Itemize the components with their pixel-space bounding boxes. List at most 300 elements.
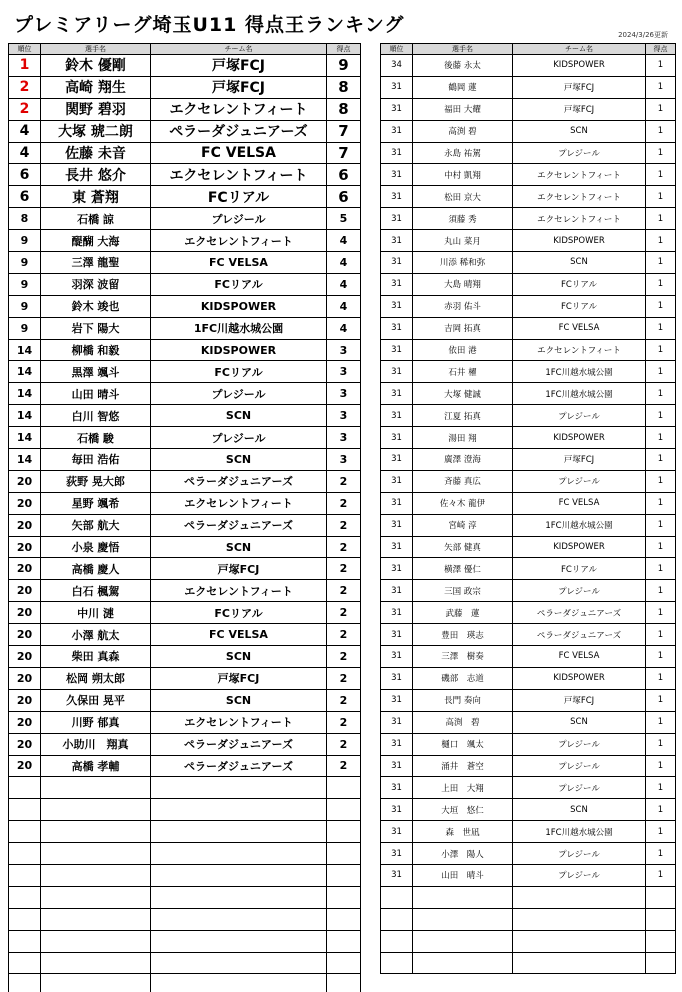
points-cell: 1 — [646, 624, 676, 646]
points-cell: 1 — [646, 755, 676, 777]
table-row — [381, 536, 676, 558]
points-cell: 1 — [646, 470, 676, 492]
table-row — [381, 295, 676, 317]
table-row — [9, 689, 361, 711]
rank-cell: 31 — [381, 711, 413, 733]
player-name-cell: 高橋 慶人 — [41, 558, 151, 580]
team-name-cell: SCN — [513, 799, 646, 821]
player-name-cell: 依田 港 — [413, 339, 513, 361]
table-row — [381, 711, 676, 733]
team-name-cell — [151, 930, 327, 952]
table-row — [381, 843, 676, 865]
player-name-cell: 赤羽 佑斗 — [413, 295, 513, 317]
team-name-cell: プレジール — [513, 405, 646, 427]
team-name-cell — [151, 777, 327, 799]
player-name-cell: 白石 楓駕 — [41, 580, 151, 602]
team-name-cell: プレジール — [513, 843, 646, 865]
points-cell: 1 — [646, 777, 676, 799]
team-name-cell: 戸塚FCJ — [513, 689, 646, 711]
player-name-cell: 小泉 慶悟 — [41, 536, 151, 558]
team-name-cell: ペラーダジュニアーズ — [513, 624, 646, 646]
points-cell — [327, 908, 361, 930]
table-row — [381, 602, 676, 624]
team-name-cell: FC VELSA — [513, 317, 646, 339]
player-name-cell: 須藤 秀 — [413, 208, 513, 230]
points-cell: 1 — [646, 733, 676, 755]
points-cell: 1 — [646, 208, 676, 230]
rank-cell: 2 — [9, 98, 41, 120]
team-name-cell: FCリアル — [151, 361, 327, 383]
rank-cell: 34 — [381, 55, 413, 77]
points-cell: 2 — [327, 580, 361, 602]
table-row — [381, 580, 676, 602]
player-name-cell: 上田 大翔 — [413, 777, 513, 799]
rank-cell: 9 — [9, 295, 41, 317]
player-name-cell: 川添 稀和弥 — [413, 252, 513, 274]
table-row — [381, 142, 676, 164]
rank-cell: 20 — [9, 492, 41, 514]
rank-cell — [9, 843, 41, 865]
points-cell — [327, 864, 361, 886]
points-cell: 4 — [327, 230, 361, 252]
player-name-cell: 豊田 瑛志 — [413, 624, 513, 646]
team-name-cell — [151, 864, 327, 886]
rank-cell: 20 — [9, 536, 41, 558]
rank-cell: 31 — [381, 558, 413, 580]
player-name-cell: 大塚 琥二朗 — [41, 120, 151, 142]
rank-cell: 31 — [381, 427, 413, 449]
rank-cell: 31 — [381, 317, 413, 339]
points-cell: 2 — [327, 470, 361, 492]
player-name-cell: 石井 櫂 — [413, 361, 513, 383]
team-name-cell: 戸塚FCJ — [513, 76, 646, 98]
player-name-cell: 醍醐 大海 — [41, 230, 151, 252]
rank-cell: 20 — [9, 667, 41, 689]
table-row — [381, 514, 676, 536]
player-name-cell: 鈴木 優剛 — [41, 55, 151, 77]
table-row — [9, 667, 361, 689]
rank-cell: 20 — [9, 711, 41, 733]
table-row — [381, 821, 676, 843]
player-name-cell: 柴田 真森 — [41, 646, 151, 668]
team-name-cell: プレジール — [513, 470, 646, 492]
table-row — [9, 383, 361, 405]
team-name-cell: プレジール — [513, 777, 646, 799]
player-name-cell: 廣澤 澄海 — [413, 449, 513, 471]
rank-cell: 31 — [381, 821, 413, 843]
points-cell: 2 — [327, 667, 361, 689]
team-name-cell: SCN — [151, 646, 327, 668]
player-name-cell: 岩下 陽大 — [41, 317, 151, 339]
player-name-cell: 石橋 諒 — [41, 208, 151, 230]
table-row — [9, 76, 361, 98]
table-row — [381, 689, 676, 711]
points-cell: 3 — [327, 427, 361, 449]
player-name-cell: 松田 京大 — [413, 186, 513, 208]
rank-cell — [9, 799, 41, 821]
table-row — [9, 536, 361, 558]
rank-cell: 31 — [381, 514, 413, 536]
team-name-cell: SCN — [151, 405, 327, 427]
points-cell: 1 — [646, 646, 676, 668]
team-name-cell: エクセレントフィート — [151, 98, 327, 120]
team-name-cell: 戸塚FCJ — [151, 558, 327, 580]
table-row — [9, 974, 361, 992]
points-cell: 1 — [646, 164, 676, 186]
points-cell — [327, 974, 361, 992]
team-name-cell: エクセレントフィート — [151, 711, 327, 733]
rank-cell: 31 — [381, 273, 413, 295]
player-name-cell: 武藤 蓮 — [413, 602, 513, 624]
player-name-cell: 三澤 龍聖 — [41, 252, 151, 274]
points-cell: 1 — [646, 295, 676, 317]
points-cell: 1 — [646, 186, 676, 208]
points-cell — [327, 952, 361, 974]
table-row — [9, 952, 361, 974]
team-name-cell: 戸塚FCJ — [513, 449, 646, 471]
points-cell: 1 — [646, 142, 676, 164]
rank-cell: 31 — [381, 492, 413, 514]
rank-cell: 14 — [9, 361, 41, 383]
rank-cell — [9, 821, 41, 843]
table-row — [381, 339, 676, 361]
player-name-cell: 高渕 碧 — [413, 120, 513, 142]
player-name-cell: 久保田 晃平 — [41, 689, 151, 711]
player-name-cell: 荻野 晃大郎 — [41, 470, 151, 492]
team-name-cell: ペラーダジュニアーズ — [151, 470, 327, 492]
player-name-cell: 矢部 航大 — [41, 514, 151, 536]
rank-cell: 4 — [9, 120, 41, 142]
points-cell: 3 — [327, 339, 361, 361]
points-cell: 1 — [646, 799, 676, 821]
player-name-cell: 矢部 健真 — [413, 536, 513, 558]
page-title: プレミアリーグ埼玉U11 得点王ランキング — [14, 14, 405, 36]
points-cell: 1 — [646, 449, 676, 471]
points-cell: 6 — [327, 164, 361, 186]
table-row — [9, 514, 361, 536]
table-row — [9, 142, 361, 164]
points-cell: 1 — [646, 230, 676, 252]
points-cell: 1 — [646, 864, 676, 886]
table-row — [9, 208, 361, 230]
team-name-cell: KIDSPOWER — [513, 427, 646, 449]
table-row — [381, 317, 676, 339]
player-name-cell — [41, 821, 151, 843]
points-cell: 1 — [646, 361, 676, 383]
player-name-cell: 白川 智悠 — [41, 405, 151, 427]
player-name-cell: 大垣 悠仁 — [413, 799, 513, 821]
table-row — [9, 886, 361, 908]
team-name-cell: 1FC川越水城公園 — [151, 317, 327, 339]
team-name-cell: エクセレントフィート — [513, 339, 646, 361]
player-name-cell — [41, 952, 151, 974]
team-name-cell: プレジール — [513, 733, 646, 755]
player-name-cell — [41, 864, 151, 886]
table-row — [381, 230, 676, 252]
table-row — [9, 602, 361, 624]
points-cell: 4 — [327, 295, 361, 317]
points-cell: 1 — [646, 689, 676, 711]
team-name-cell: FCリアル — [151, 273, 327, 295]
ranking-table-right — [380, 43, 676, 974]
table-row — [381, 361, 676, 383]
player-name-cell — [413, 886, 513, 908]
col-header-player: 選手名 — [41, 44, 151, 55]
table-row — [9, 492, 361, 514]
player-name-cell: 佐藤 未音 — [41, 142, 151, 164]
rank-cell — [381, 952, 413, 974]
rank-cell: 1 — [9, 55, 41, 77]
table-row — [9, 624, 361, 646]
player-name-cell: 丸山 菜月 — [413, 230, 513, 252]
player-name-cell: 後藤 永太 — [413, 55, 513, 77]
points-cell — [327, 886, 361, 908]
table-row — [381, 558, 676, 580]
table-row — [381, 667, 676, 689]
points-cell: 6 — [327, 186, 361, 208]
team-name-cell: エクセレントフィート — [151, 230, 327, 252]
player-name-cell: 樋口 颯太 — [413, 733, 513, 755]
points-cell: 3 — [327, 383, 361, 405]
points-cell: 1 — [646, 405, 676, 427]
points-cell: 1 — [646, 821, 676, 843]
col-header-team: チーム名 — [151, 44, 327, 55]
rank-cell: 31 — [381, 667, 413, 689]
player-name-cell: 中川 漣 — [41, 602, 151, 624]
table-row — [381, 886, 676, 908]
table-row — [381, 799, 676, 821]
team-name-cell — [513, 952, 646, 974]
rank-cell: 9 — [9, 273, 41, 295]
player-name-cell: 吉岡 拓真 — [413, 317, 513, 339]
points-cell: 3 — [327, 361, 361, 383]
rank-cell: 9 — [9, 230, 41, 252]
points-cell: 2 — [327, 624, 361, 646]
player-name-cell: 磯部 志道 — [413, 667, 513, 689]
player-name-cell: 川野 郁真 — [41, 711, 151, 733]
team-name-cell: SCN — [513, 120, 646, 142]
team-name-cell — [151, 908, 327, 930]
team-name-cell: 1FC川越水城公園 — [513, 383, 646, 405]
rank-cell: 14 — [9, 405, 41, 427]
table-header-row — [381, 44, 676, 55]
team-name-cell: FCリアル — [513, 273, 646, 295]
rank-cell: 31 — [381, 230, 413, 252]
rank-cell: 6 — [9, 186, 41, 208]
table-row — [9, 164, 361, 186]
points-cell — [646, 886, 676, 908]
col-header-points: 得点 — [327, 44, 361, 55]
team-name-cell: SCN — [151, 689, 327, 711]
team-name-cell: ペラーダジュニアーズ — [151, 120, 327, 142]
rank-cell: 31 — [381, 580, 413, 602]
points-cell: 4 — [327, 252, 361, 274]
table-row — [9, 864, 361, 886]
table-row — [9, 558, 361, 580]
team-name-cell: FC VELSA — [151, 252, 327, 274]
player-name-cell — [413, 908, 513, 930]
points-cell: 2 — [327, 514, 361, 536]
team-name-cell: プレジール — [151, 427, 327, 449]
ranking-table-left — [8, 43, 361, 992]
team-name-cell — [151, 843, 327, 865]
rank-cell: 14 — [9, 383, 41, 405]
points-cell — [327, 777, 361, 799]
player-name-cell — [413, 952, 513, 974]
rank-cell: 31 — [381, 98, 413, 120]
table-row — [381, 624, 676, 646]
points-cell: 1 — [646, 514, 676, 536]
player-name-cell: 森 世凪 — [413, 821, 513, 843]
table-row — [9, 230, 361, 252]
rank-cell: 31 — [381, 295, 413, 317]
rank-cell: 4 — [9, 142, 41, 164]
table-row — [381, 470, 676, 492]
points-cell: 1 — [646, 580, 676, 602]
points-cell — [327, 843, 361, 865]
table-row — [381, 164, 676, 186]
rank-cell: 31 — [381, 536, 413, 558]
player-name-cell — [41, 777, 151, 799]
player-name-cell — [41, 930, 151, 952]
rank-cell: 9 — [9, 317, 41, 339]
table-row — [9, 252, 361, 274]
rank-cell: 31 — [381, 733, 413, 755]
rank-cell: 31 — [381, 186, 413, 208]
player-name-cell: 石橋 駿 — [41, 427, 151, 449]
table-row — [9, 908, 361, 930]
rank-cell: 8 — [9, 208, 41, 230]
points-cell: 8 — [327, 76, 361, 98]
rank-cell: 31 — [381, 624, 413, 646]
team-name-cell: SCN — [513, 711, 646, 733]
points-cell: 7 — [327, 120, 361, 142]
points-cell: 1 — [646, 602, 676, 624]
rank-cell: 31 — [381, 777, 413, 799]
table-row — [381, 383, 676, 405]
player-name-cell: 黒澤 颯斗 — [41, 361, 151, 383]
team-name-cell — [513, 886, 646, 908]
rank-cell: 20 — [9, 470, 41, 492]
table-row — [9, 186, 361, 208]
points-cell: 2 — [327, 602, 361, 624]
rank-cell — [9, 864, 41, 886]
points-cell: 5 — [327, 208, 361, 230]
player-name-cell: 中村 凱翔 — [413, 164, 513, 186]
player-name-cell: 関野 碧羽 — [41, 98, 151, 120]
table-row — [9, 711, 361, 733]
points-cell: 1 — [646, 339, 676, 361]
table-row — [9, 120, 361, 142]
player-name-cell: 小澤 航太 — [41, 624, 151, 646]
player-name-cell: 佐々木 龍伊 — [413, 492, 513, 514]
player-name-cell: 松岡 朔太郎 — [41, 667, 151, 689]
points-cell: 1 — [646, 98, 676, 120]
team-name-cell: ペラーダジュニアーズ — [151, 514, 327, 536]
team-name-cell: エクセレントフィート — [513, 164, 646, 186]
points-cell — [327, 821, 361, 843]
team-name-cell — [151, 799, 327, 821]
rank-cell — [381, 930, 413, 952]
points-cell: 4 — [327, 273, 361, 295]
rank-cell: 6 — [9, 164, 41, 186]
team-name-cell: ペラーダジュニアーズ — [151, 733, 327, 755]
rank-cell — [9, 952, 41, 974]
rank-cell — [9, 974, 41, 992]
rank-cell: 20 — [9, 646, 41, 668]
team-name-cell: エクセレントフィート — [513, 208, 646, 230]
rank-cell: 31 — [381, 646, 413, 668]
points-cell: 3 — [327, 405, 361, 427]
table-row — [9, 733, 361, 755]
points-cell: 1 — [646, 711, 676, 733]
player-name-cell: 高崎 翔生 — [41, 76, 151, 98]
rank-cell: 20 — [9, 624, 41, 646]
team-name-cell: FC VELSA — [513, 492, 646, 514]
points-cell — [646, 930, 676, 952]
table-row — [9, 821, 361, 843]
player-name-cell: 斉藤 真広 — [413, 470, 513, 492]
points-cell: 1 — [646, 317, 676, 339]
table-row — [9, 98, 361, 120]
player-name-cell: 涌井 蒼空 — [413, 755, 513, 777]
table-row — [9, 405, 361, 427]
table-row — [9, 930, 361, 952]
table-row — [381, 952, 676, 974]
team-name-cell — [151, 821, 327, 843]
team-name-cell — [151, 952, 327, 974]
points-cell: 2 — [327, 755, 361, 777]
table-row — [9, 317, 361, 339]
table-row — [9, 799, 361, 821]
team-name-cell — [513, 930, 646, 952]
rank-cell: 31 — [381, 120, 413, 142]
points-cell: 2 — [327, 492, 361, 514]
player-name-cell: 横澤 優仁 — [413, 558, 513, 580]
points-cell: 1 — [646, 383, 676, 405]
team-name-cell: KIDSPOWER — [513, 536, 646, 558]
points-cell — [327, 799, 361, 821]
player-name-cell: 鈴木 竣也 — [41, 295, 151, 317]
rank-cell: 31 — [381, 164, 413, 186]
table-row — [9, 777, 361, 799]
rank-cell — [381, 908, 413, 930]
rank-cell: 31 — [381, 208, 413, 230]
player-name-cell: 永島 祐駕 — [413, 142, 513, 164]
points-cell: 3 — [327, 449, 361, 471]
team-name-cell: SCN — [151, 449, 327, 471]
player-name-cell: 羽深 波留 — [41, 273, 151, 295]
team-name-cell — [513, 908, 646, 930]
table-row — [381, 208, 676, 230]
table-row — [9, 295, 361, 317]
team-name-cell: 戸塚FCJ — [513, 98, 646, 120]
team-name-cell: プレジール — [513, 580, 646, 602]
rank-cell — [9, 886, 41, 908]
rank-cell: 31 — [381, 339, 413, 361]
rank-cell — [9, 930, 41, 952]
player-name-cell: 東 蒼翔 — [41, 186, 151, 208]
player-name-cell: 長井 悠介 — [41, 164, 151, 186]
team-name-cell: FCリアル — [513, 295, 646, 317]
points-cell: 1 — [646, 667, 676, 689]
team-name-cell: エクセレントフィート — [151, 164, 327, 186]
player-name-cell: 星野 颯希 — [41, 492, 151, 514]
col-header-rank: 順位 — [9, 44, 41, 55]
team-name-cell: プレジール — [513, 755, 646, 777]
table-row — [9, 449, 361, 471]
table-row — [9, 361, 361, 383]
